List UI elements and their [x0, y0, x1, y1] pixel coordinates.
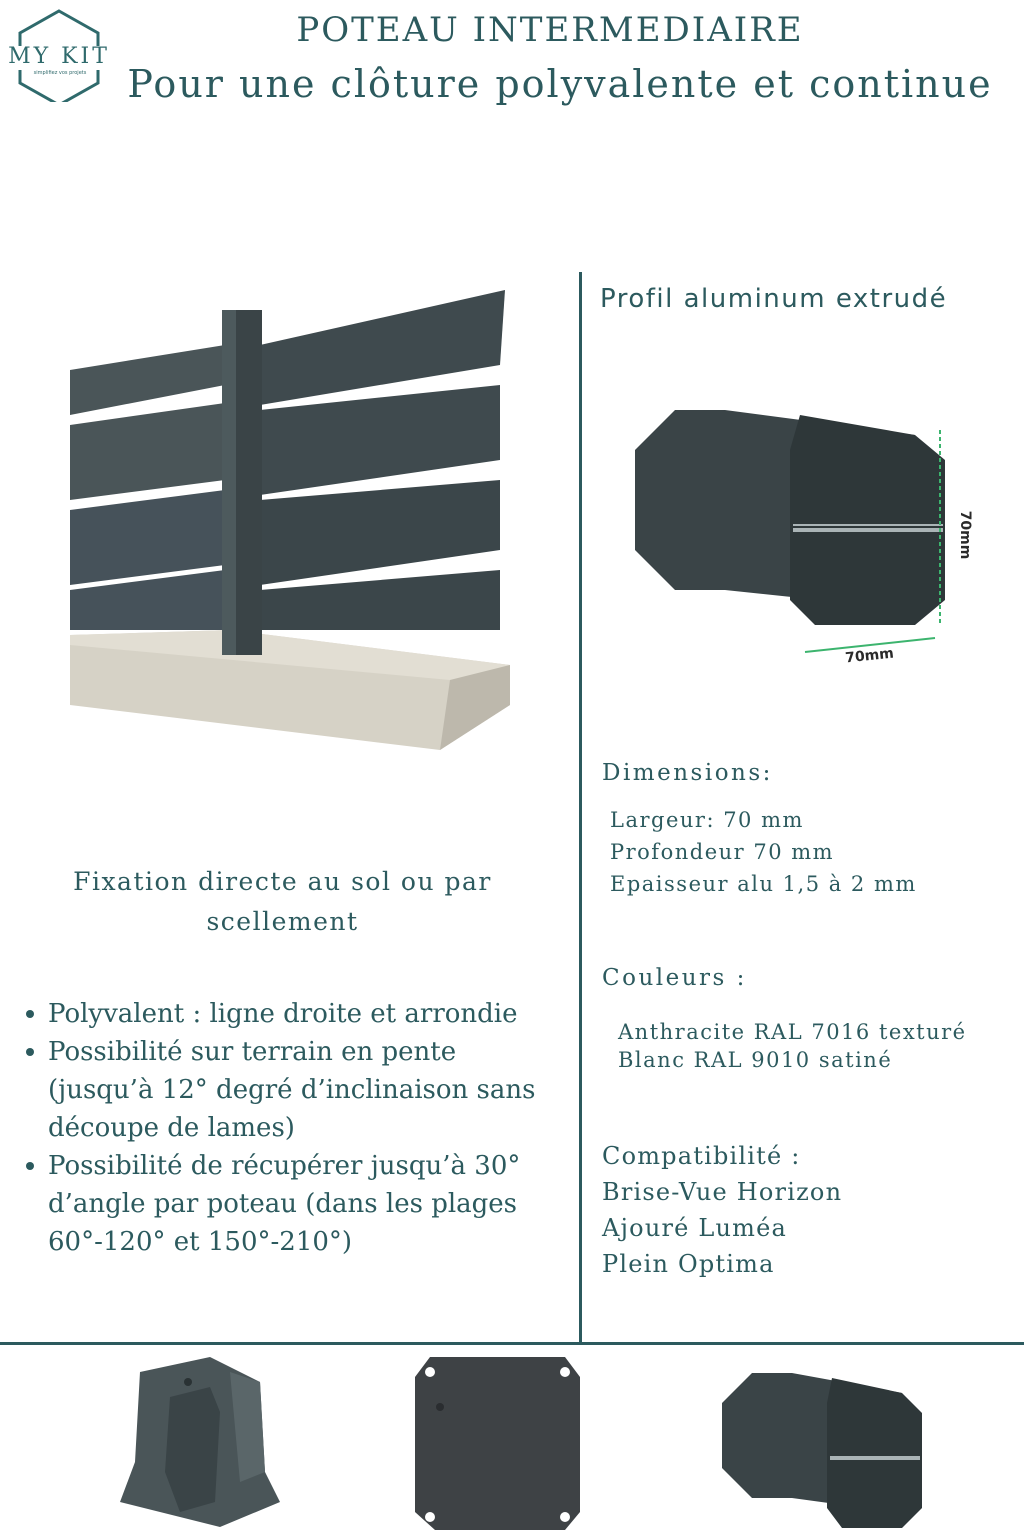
list-item: Blanc RAL 9010 satiné — [618, 1048, 893, 1072]
profile-section-illustration — [615, 390, 975, 675]
dimensions-list — [610, 804, 917, 900]
list-item: Profondeur 70 mm — [610, 840, 835, 864]
profil-label: Profil aluminum extrudé — [600, 284, 948, 314]
list-item: Largeur: 70 mm — [610, 808, 804, 832]
post-section-illustration — [712, 1358, 932, 1530]
compatibility-block — [602, 1138, 842, 1282]
list-item: Possibilité sur terrain en pente (jusqu’à 12° degré d’inclinaison sans découpe de lames) — [20, 1033, 565, 1147]
profile-width-label: 70mm — [844, 645, 895, 667]
list-item: Anthracite RAL 7016 texturé — [618, 1020, 967, 1044]
vertical-divider — [579, 272, 582, 1342]
logo-tagline: simplifiez vos projets — [33, 70, 87, 76]
list-item: Epaisseur alu 1,5 à 2 mm — [610, 872, 917, 896]
list-item: Brise-Vue Horizon — [602, 1178, 843, 1206]
list-item: Plein Optima — [602, 1250, 775, 1278]
brand-logo — [0, 8, 118, 102]
page-subtitle: Pour une clôture polyvalente et continue — [127, 62, 993, 106]
logo-brand: MY KIT — [8, 44, 110, 69]
list-item: Ajouré Luméa — [602, 1214, 788, 1242]
colors-heading: Couleurs : — [602, 965, 747, 991]
feature-list — [20, 995, 565, 1261]
compatibility-heading: Compatibilité : — [602, 1142, 801, 1170]
colors-list — [618, 1018, 967, 1074]
list-item: Polyvalent : ligne droite et arrondie — [20, 995, 565, 1033]
list-item: Possibilité de récupérer jusqu’à 30° d’angle par poteau (dans les plages 60°-120° et 150°-210°) — [20, 1147, 565, 1261]
page-title: POTEAU INTERMEDIAIRE — [296, 10, 804, 50]
profile-height-label: 70mm — [957, 510, 973, 560]
horizontal-divider — [0, 1342, 1024, 1345]
post-cap-illustration — [405, 1352, 585, 1532]
fixation-text: Fixation directe au sol ou par scellement — [73, 867, 492, 936]
dimensions-heading: Dimensions: — [602, 760, 773, 786]
ground-bracket-illustration — [100, 1352, 290, 1532]
fence-illustration — [60, 285, 520, 755]
